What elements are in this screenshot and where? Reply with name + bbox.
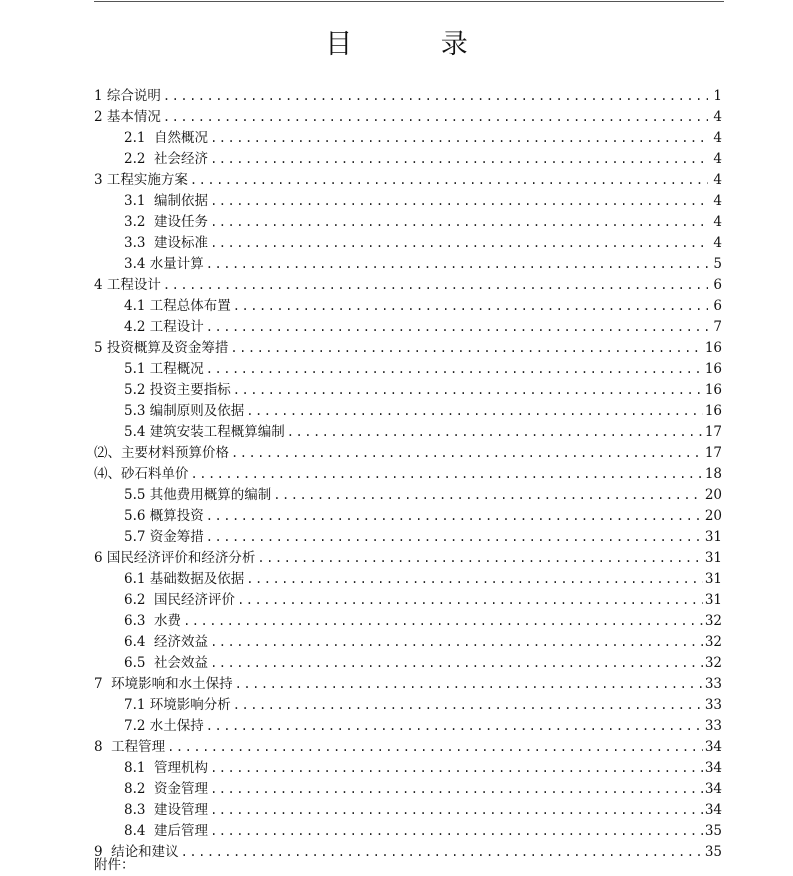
toc-entry-label: 7 环境影响和水土保持 <box>94 676 233 692</box>
toc-entry-page-number: 33 <box>704 718 722 734</box>
toc-entry[interactable] <box>94 233 722 254</box>
toc-entry-page-number: 16 <box>704 340 722 356</box>
toc-dot-leader <box>210 233 708 254</box>
toc-entry-label: 8.2 资金管理 <box>124 781 209 797</box>
toc-entry-page-number: 34 <box>704 802 722 818</box>
toc-entry-page-number: 6 <box>713 277 722 293</box>
toc-entry-label: 3 工程实施方案 <box>94 172 188 188</box>
toc-entry-page-number: 6 <box>713 298 722 314</box>
toc-entry[interactable] <box>94 737 722 758</box>
toc-entry-label: 3.4 水量计算 <box>124 256 204 272</box>
toc-entry[interactable] <box>94 674 722 695</box>
toc-entry-page-number: 4 <box>713 193 722 209</box>
toc-entry-label: 2.2 社会经济 <box>124 151 209 167</box>
toc-entry[interactable] <box>94 842 722 863</box>
toc-entry-label: 6.3 水费 <box>124 613 182 629</box>
toc-entry[interactable] <box>94 527 722 548</box>
toc-entry-label: 6.1 基础数据及依据 <box>124 571 245 587</box>
toc-entry[interactable] <box>94 128 722 149</box>
toc-entry-label: 9 结论和建议 <box>94 844 179 860</box>
toc-entry[interactable] <box>94 275 722 296</box>
toc-dot-leader <box>246 401 703 422</box>
toc-entry-label: 4.2 工程设计 <box>124 319 204 335</box>
toc-entry-label: 8 工程管理 <box>94 739 166 755</box>
toc-dot-leader <box>287 422 703 443</box>
toc-entry-page-number: 20 <box>704 487 722 503</box>
toc-entry-label: 5.2 投资主要指标 <box>124 382 231 398</box>
toc-entry-page-number: 4 <box>713 109 722 125</box>
toc-entry-label: 6.5 社会效益 <box>124 655 209 671</box>
toc-entry-page-number: 4 <box>713 214 722 230</box>
toc-dot-leader <box>181 842 703 863</box>
toc-entry-label: 8.1 管理机构 <box>124 760 209 776</box>
toc-dot-leader <box>210 821 703 842</box>
toc-entry-label: 4.1 工程总体布置 <box>124 298 231 314</box>
toc-entry[interactable] <box>94 569 722 590</box>
toc-entry[interactable] <box>94 779 722 800</box>
toc-entry[interactable] <box>94 338 722 359</box>
toc-entry[interactable] <box>94 695 722 716</box>
toc-dot-leader <box>257 548 702 569</box>
toc-entry-label: ⑵、主要材料预算价格 <box>94 445 229 461</box>
toc-entry-page-number: 16 <box>704 361 722 377</box>
toc-entry-page-number: 31 <box>704 529 722 545</box>
appendix-label: 附件： <box>94 857 135 873</box>
toc-dot-leader <box>183 611 703 632</box>
toc-dot-leader <box>210 653 703 674</box>
toc-entry-page-number: 34 <box>704 739 722 755</box>
toc-entry-label: 6.2 国民经济评价 <box>124 592 236 608</box>
toc-dot-leader <box>163 107 708 128</box>
toc-dot-leader <box>163 86 708 107</box>
toc-dot-leader <box>210 149 708 170</box>
toc-dot-leader <box>210 128 708 149</box>
toc-dot-leader <box>206 254 708 275</box>
toc-entry-label: 3.1 编制依据 <box>124 193 209 209</box>
toc-entry-page-number: 31 <box>704 571 722 587</box>
toc-entry[interactable] <box>94 317 722 338</box>
toc-entry-page-number: 31 <box>704 550 722 566</box>
toc-entry-page-number: 4 <box>713 235 722 251</box>
toc-entry-page-number: 20 <box>704 508 722 524</box>
toc-entry[interactable] <box>94 107 722 128</box>
toc-entry[interactable] <box>94 590 722 611</box>
toc-entry-label: 5.1 工程概况 <box>124 361 204 377</box>
toc-entry-label: 7.1 环境影响分析 <box>124 697 231 713</box>
toc-entry-page-number: 31 <box>704 592 722 608</box>
toc-entry[interactable] <box>94 359 722 380</box>
toc-entry-page-number: 33 <box>704 676 722 692</box>
toc-entry[interactable] <box>94 401 722 422</box>
toc-entry[interactable] <box>94 611 722 632</box>
toc-entry-label: 5.4 建筑安装工程概算编制 <box>124 424 285 440</box>
toc-entry-label: 6.4 经济效益 <box>124 634 209 650</box>
toc-entry[interactable] <box>94 548 722 569</box>
toc-entry[interactable] <box>94 380 722 401</box>
toc-entry[interactable] <box>94 506 722 527</box>
toc-entry[interactable] <box>94 422 722 443</box>
toc-entry-label: 3.2 建设任务 <box>124 214 209 230</box>
toc-entry[interactable] <box>94 296 722 317</box>
toc-entry-label: 5 投资概算及资金筹措 <box>94 340 229 356</box>
toc-entry-page-number: 33 <box>704 697 722 713</box>
toc-entry-label: 5.5 其他费用概算的编制 <box>124 487 272 503</box>
toc-entry-page-number: 7 <box>713 319 722 335</box>
toc-entry[interactable] <box>94 758 722 779</box>
toc-dot-leader <box>233 695 703 716</box>
toc-entry[interactable] <box>94 254 722 275</box>
toc-dot-leader <box>210 191 708 212</box>
toc-dot-leader <box>206 359 703 380</box>
toc-entry-label: 7.2 水土保持 <box>124 718 204 734</box>
toc-entry-label: 2 基本情况 <box>94 109 161 125</box>
toc-entry-page-number: 34 <box>704 781 722 797</box>
toc-entry-page-number: 35 <box>704 844 722 860</box>
toc-entry-label: 4 工程设计 <box>94 277 161 293</box>
toc-entry-page-number: 4 <box>713 130 722 146</box>
toc-dot-leader <box>237 590 703 611</box>
toc-entry[interactable] <box>94 653 722 674</box>
toc-dot-leader <box>233 296 708 317</box>
toc-entry-label: 3.3 建设标准 <box>124 235 209 251</box>
toc-dot-leader <box>210 779 703 800</box>
toc-entry-page-number: 16 <box>704 382 722 398</box>
toc-entry-page-number: 32 <box>704 655 722 671</box>
toc-dot-leader <box>206 716 703 737</box>
toc-entry[interactable] <box>94 485 722 506</box>
toc-entry[interactable] <box>94 86 722 107</box>
toc-entry[interactable] <box>94 632 722 653</box>
toc-dot-leader <box>190 170 708 191</box>
toc-dot-leader <box>246 569 703 590</box>
top-rule <box>94 1 724 2</box>
toc-entry[interactable] <box>94 716 722 737</box>
toc-dot-leader <box>206 317 708 338</box>
toc-entry-page-number: 35 <box>704 823 722 839</box>
toc-dot-leader <box>206 527 703 548</box>
toc-entry-page-number: 32 <box>704 634 722 650</box>
toc-entry-page-number: 17 <box>704 445 722 461</box>
toc-dot-leader <box>163 275 708 296</box>
toc-entry-page-number: 18 <box>704 466 722 482</box>
toc-entry-page-number: 4 <box>713 172 722 188</box>
toc-entry-page-number: 17 <box>704 424 722 440</box>
toc-entry[interactable] <box>94 191 722 212</box>
toc-entry[interactable] <box>94 443 722 464</box>
toc-dot-leader <box>273 485 703 506</box>
toc-dot-leader <box>210 800 703 821</box>
toc-entry-page-number: 34 <box>704 760 722 776</box>
toc-dot-leader <box>206 506 703 527</box>
toc-entry-page-number: 32 <box>704 613 722 629</box>
toc-dot-leader <box>191 464 703 485</box>
toc-entry[interactable] <box>94 821 722 842</box>
toc-entry-label: 5.6 概算投资 <box>124 508 204 524</box>
toc-entry[interactable] <box>94 149 722 170</box>
toc-entry[interactable] <box>94 212 722 233</box>
toc-dot-leader <box>210 758 703 779</box>
toc-entry-label: 8.4 建后管理 <box>124 823 209 839</box>
toc-entry[interactable] <box>94 170 722 191</box>
toc-dot-leader <box>167 737 703 758</box>
toc-dot-leader <box>235 674 703 695</box>
toc-entry-page-number: 4 <box>713 151 722 167</box>
toc-entry-page-number: 5 <box>713 256 722 272</box>
toc-dot-leader <box>210 632 703 653</box>
table-of-contents <box>94 86 722 863</box>
toc-entry-label: 5.3 编制原则及依据 <box>124 403 245 419</box>
toc-entry-label: 2.1 自然概况 <box>124 130 209 146</box>
toc-entry-label: 5.7 资金筹措 <box>124 529 204 545</box>
toc-entry[interactable] <box>94 800 722 821</box>
toc-dot-leader <box>231 443 703 464</box>
toc-entry-label: 1 综合说明 <box>94 88 161 104</box>
toc-entry-page-number: 16 <box>704 403 722 419</box>
toc-dot-leader <box>210 212 708 233</box>
toc-entry-label: 6 国民经济评价和经济分析 <box>94 550 256 566</box>
toc-entry-label: 8.3 建设管理 <box>124 802 209 818</box>
toc-dot-leader <box>230 338 702 359</box>
toc-entry-label: ⑷、砂石料单价 <box>94 466 189 482</box>
toc-entry-page-number: 1 <box>713 88 722 104</box>
toc-dot-leader <box>233 380 703 401</box>
page-title: 目 录 <box>325 29 508 60</box>
toc-entry[interactable] <box>94 464 722 485</box>
